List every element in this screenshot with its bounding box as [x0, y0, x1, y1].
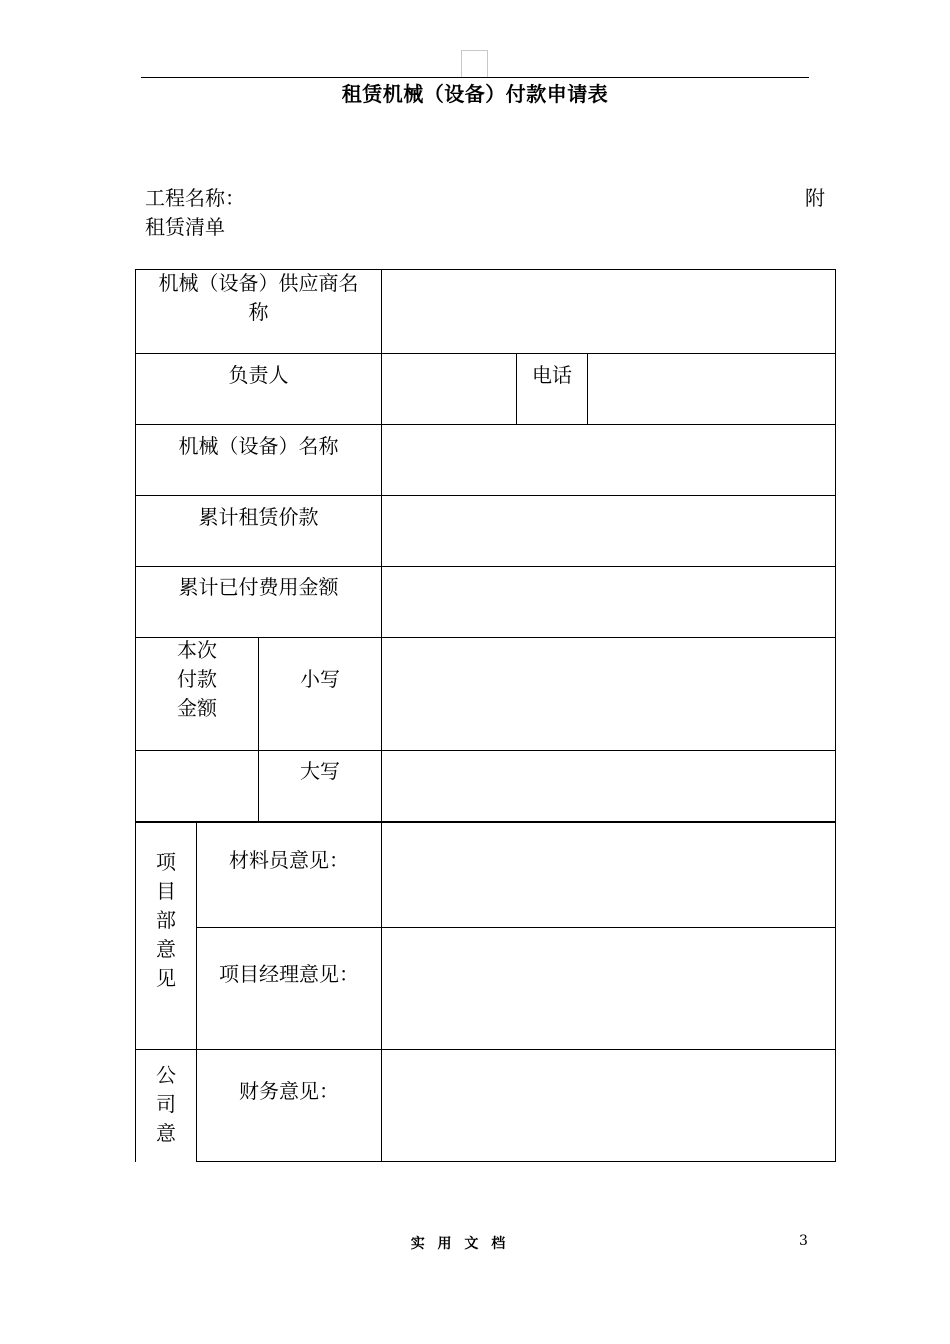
attachment-label: 附: [805, 186, 825, 210]
lowercase-amount-label: 小写: [300, 667, 340, 691]
section-rule: [135, 821, 836, 823]
project-name-label: 工程名称：: [145, 186, 245, 210]
table-bottom-rule: [196, 1161, 836, 1162]
cumulative-paid-label: 累计已付费用金额: [178, 575, 339, 599]
phone-label: 电话: [532, 363, 572, 387]
company-char: 司: [156, 1092, 176, 1116]
row-rule: [135, 750, 836, 751]
supplier-name-label-line1: 机械（设备）供应商名: [158, 271, 359, 295]
document-title: 租赁机械（设备）付款申请表: [341, 82, 609, 106]
header-tab-box: [461, 50, 488, 77]
payment-amount-label-line1: 本次: [177, 638, 217, 662]
supplier-name-label: [136, 269, 381, 327]
company-opinion-label: [136, 1061, 196, 1148]
project-dept-opinion-label: [136, 848, 196, 993]
row-rule: [135, 353, 836, 354]
project-dept-char: 项: [156, 850, 176, 874]
person-in-charge-label: 负责人: [228, 363, 289, 387]
row-rule: [135, 566, 836, 567]
project-manager-opinion-label: 项目经理意见：: [219, 962, 359, 986]
supplier-name-label-line2: 称: [248, 300, 269, 324]
payment-amount-label-line3: 金额: [177, 696, 217, 720]
uppercase-amount-label: 大写: [300, 759, 340, 783]
payment-amount-label-line2: 付款: [177, 667, 217, 691]
page-number: 3: [799, 1233, 808, 1249]
cumulative-rent-label: 累计租赁价款: [198, 505, 319, 529]
finance-opinion-label: 财务意见：: [239, 1079, 339, 1103]
row-rule: [135, 1049, 836, 1050]
footer-text: 实 用 文 档: [410, 1236, 510, 1252]
project-dept-char: 意: [156, 937, 176, 961]
project-dept-char: 见: [156, 966, 176, 990]
row-rule: [135, 424, 836, 425]
project-dept-char: 目: [156, 879, 176, 903]
project-dept-char: 部: [156, 908, 176, 932]
column-rule: [381, 269, 382, 1162]
payment-amount-label: [136, 636, 258, 723]
column-rule: [587, 353, 588, 424]
material-clerk-opinion-label: 材料员意见：: [229, 848, 349, 872]
equipment-name-label: 机械（设备）名称: [178, 434, 339, 458]
row-rule: [135, 495, 836, 496]
rental-list-label: 租赁清单: [145, 215, 225, 239]
company-char: 公: [156, 1063, 176, 1087]
company-char: 意: [156, 1121, 176, 1145]
row-rule: [196, 927, 836, 928]
